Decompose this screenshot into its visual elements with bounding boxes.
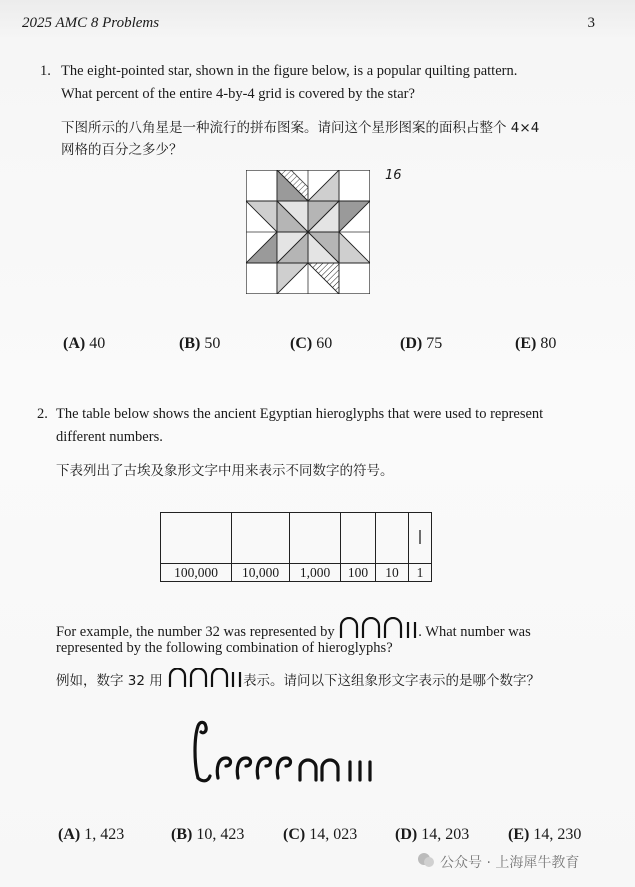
hieroglyph-32-icon [167, 668, 243, 688]
cell-value: 1,000 [290, 564, 341, 582]
cell-symbol-10 [376, 513, 409, 564]
q2-example-line1 [56, 617, 531, 641]
cell-symbol-10000 [232, 513, 290, 564]
q2-text-line2: different numbers. [56, 429, 163, 445]
q1-choice-c[interactable] [290, 335, 332, 353]
q2-example-line2: represented by the following combination of hieroglyphs? [56, 640, 393, 656]
hieroglyph-sequence-figure [188, 718, 418, 790]
choice-value: 14, 203 [421, 826, 470, 843]
q2-choice-e[interactable] [508, 826, 581, 844]
choice-value: 10, 423 [196, 826, 245, 843]
page-number: 3 [587, 15, 595, 31]
choice-label: (B) [171, 826, 193, 843]
q1-choice-a[interactable] [63, 335, 105, 353]
q1-text-line2: What percent of the entire 4-by-4 grid is covered by the star? [61, 86, 415, 102]
choice-value: 40 [89, 335, 106, 352]
choice-value: 50 [204, 335, 221, 352]
choice-value: 14, 230 [533, 826, 582, 843]
watermark: 公众号 · 上海犀牛教育 [440, 855, 580, 871]
q1-number: 1. [40, 63, 51, 79]
cell-value: 10,000 [232, 564, 290, 582]
cell-value: 1 [409, 564, 432, 582]
q2-text-line1: The table below shows the ancient Egyptian hieroglyphs that were used to represent [56, 406, 544, 422]
table-value-row [161, 564, 432, 582]
hieroglyph-32-icon [338, 617, 418, 639]
wechat-icon [416, 850, 436, 870]
choice-label: (D) [400, 335, 423, 352]
cell-symbol-100 [341, 513, 376, 564]
q1-choice-e[interactable] [515, 335, 556, 353]
choice-value: 14, 023 [309, 826, 358, 843]
choice-value: 60 [316, 335, 333, 352]
example-text-pre: For example, the number 32 was represented by [56, 624, 335, 640]
choice-label: (D) [395, 826, 418, 843]
q2-zh-line2 [56, 668, 540, 689]
choice-value: 75 [426, 335, 443, 352]
q2-number: 2. [37, 406, 48, 422]
cell-value: 100,000 [161, 564, 232, 582]
cell-symbol-100000 [161, 513, 232, 564]
q2-choice-d[interactable] [395, 826, 469, 844]
q1-choice-b[interactable] [179, 335, 220, 353]
choice-label: (E) [508, 826, 530, 843]
cell-value: 100 [341, 564, 376, 582]
zh-text-pre: 例如，数字 32 用 [56, 673, 163, 689]
cell-value: 10 [376, 564, 409, 582]
q2-choice-c[interactable] [283, 826, 357, 844]
choice-label: (C) [290, 335, 313, 352]
choice-value: 80 [540, 335, 557, 352]
choice-label: (E) [515, 335, 537, 352]
choice-value: 1, 423 [84, 826, 125, 843]
q2-choice-b[interactable] [171, 826, 244, 844]
q2-choice-a[interactable] [58, 826, 124, 844]
cell-symbol-1000 [290, 513, 341, 564]
choice-label: (C) [283, 826, 306, 843]
stroke-one-icon [416, 526, 424, 546]
choice-label: (B) [179, 335, 201, 352]
q1-zh-line1: 下图所示的八角星是一种流行的拼布图案。请问这个星形图案的面积占整个 4×4 [61, 120, 540, 136]
choice-label: (A) [58, 826, 81, 843]
header-title: 2025 AMC 8 Problems [22, 15, 160, 31]
q1-text-line1: The eight-pointed star, shown in the figure below, is a popular quilting pattern. [61, 63, 518, 79]
table-symbol-row [161, 513, 432, 564]
q2-zh-line1: 下表列出了古埃及象形文字中用来表示不同数字的符号。 [56, 463, 394, 479]
star-grid-figure [246, 170, 370, 294]
handwritten-note: 16 [385, 168, 402, 183]
zh-text-post: 表示。请问以下这组象形文字表示的是哪个数字？ [243, 673, 541, 689]
choice-label: (A) [63, 335, 86, 352]
cell-symbol-1 [409, 513, 432, 564]
q1-choice-d[interactable] [400, 335, 442, 353]
example-text-post: . What number was [418, 624, 531, 640]
hieroglyph-table [160, 512, 432, 582]
q1-zh-line2: 网格的百分之多少？ [61, 142, 183, 158]
